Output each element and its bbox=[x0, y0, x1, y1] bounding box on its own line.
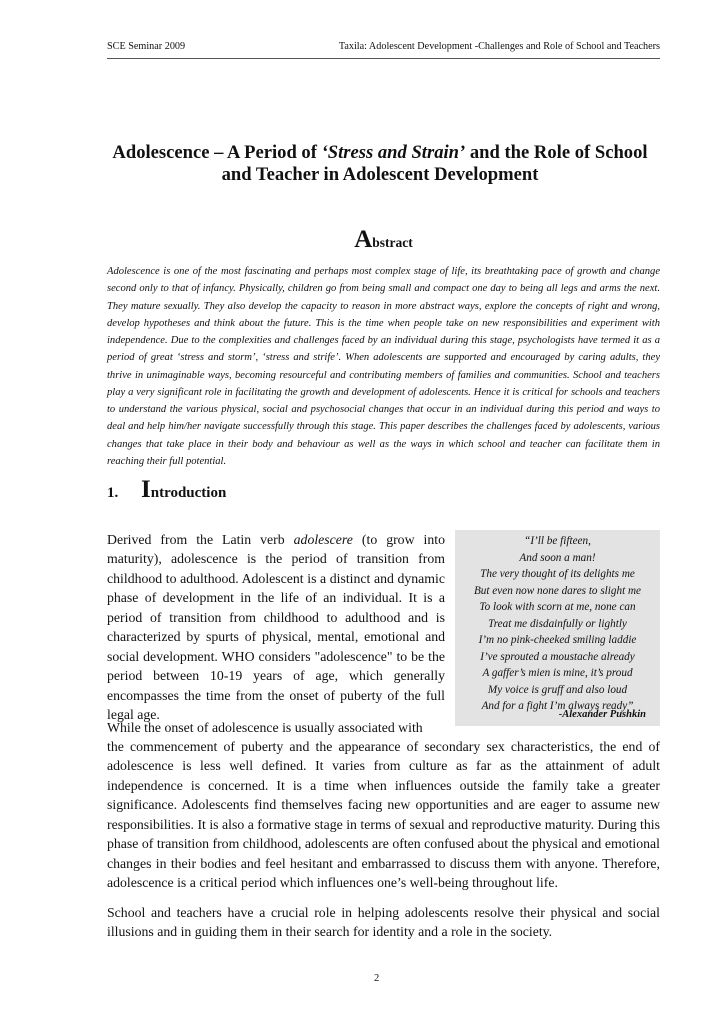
quote-author: -Alexander Pushkin bbox=[558, 709, 646, 720]
intro-p1-before: Derived from the Latin verb bbox=[107, 532, 294, 547]
quote-line: But even now none dares to slight me bbox=[473, 584, 642, 597]
intro-paragraph-2-first-line: While the onset of adolescence is usually associated with bbox=[107, 720, 423, 735]
quote-line: I’m no pink-cheeked smiling laddie bbox=[478, 634, 637, 646]
running-header bbox=[107, 39, 660, 55]
title-part1: Adolescence – A Period of bbox=[112, 142, 322, 163]
abstract-text: Adolescence is one of the most fascinating and perhaps most complex stage of life, its breathtaking pace of growth and change second only to that of infancy. Physically, children go from being small and compact one day to being all legs and arms the next. They mature sexually. They also develop the capacity to reason in more abstract ways, explore the concepts of right and wrong, develop hypotheses and think about the future. This is the time when people take on new responsibilities and experiment with independence. Due to the complexities and challenges faced by an individual during this stage, psychologists have termed it as a period of great ‘stress and storm’, ‘stress and strife’. When adolescents are supported and encouraged by caring adults, they thrive in unimaginable ways, becoming resourceful and contributing members of families and communities. School and teachers play a very significant role in facilitating the growth and development of adolescents. Hence it is critical for schools and teachers to understand the various physical, social and psychosocial changes that occur in an individual during this period and ways to deal and help him/her navigate successfully through this stage. This paper describes the challenges faced by adolescents, various changes that take place in their body and behaviour as well as the ways in which school and teacher can facilitate them in reaching their full potential. bbox=[107, 266, 660, 467]
intro-paragraph-3: School and teachers have a crucial role in helping adolescents resolve their physical and social illusions and in guiding them in their search for identity and a role in the society. bbox=[107, 905, 660, 940]
quote-box bbox=[455, 530, 660, 726]
header-right: Taxila: Adolescent Development -Challenges and Role of School and Teachers bbox=[338, 41, 660, 52]
abstract-heading bbox=[107, 226, 660, 257]
intro-paragraph-2: the commencement of puberty and the appearance of secondary sex characteristics, the end of adolescence is less well defined. It varies from culture as far as the attainment of adult independence is concerned. It is a time when influences outside the family take a greater significance. Adolescents find themselves facing new opportunities and are eager to assume new responsibilities. It is also a formative stage in terms of sexual and reproductive maturity. During this phase of transition from childhood, adolescents are often confused about the physical and emotional changes in their bodies and feel hesitant and embarrassed to discuss them with anyone. Therefore, adolescence is a critical period which influences one’s well-being throughout life. bbox=[107, 739, 660, 891]
quote-lines bbox=[455, 530, 660, 715]
section-heading-initial: I bbox=[141, 476, 151, 503]
header-left: SCE Seminar 2009 bbox=[107, 41, 186, 52]
quote-line: To look with scorn at me, none can bbox=[479, 601, 636, 613]
section-number: 1. bbox=[107, 485, 119, 501]
abstract-heading-rest: bstract bbox=[372, 235, 413, 250]
quote-line: “I’ll be fifteen, bbox=[524, 535, 591, 547]
intro-p1-after: (to grow into maturity), adolescence is the period of transition from childhood to adulthood. Adolescent is a distinct and dynamic phase of development in the life of an individual. It is a period of transition from childhood to adulthood and is characterized by spurts of physical, mental, emotional and social development. WHO considers "adolescence" to be the period between 10-19 years of age, which generally encompasses the time from the onset of puberty of the full legal age. bbox=[107, 532, 445, 723]
quote-line: The very thought of its delights me bbox=[480, 568, 635, 580]
title-line2: and Teacher in Adolescent Development bbox=[221, 164, 539, 185]
section-heading-rest: ntroduction bbox=[150, 485, 227, 501]
quote-line: Treat me disdainfully or lightly bbox=[488, 617, 627, 630]
quote-line: A gaffer’s mien is mine, it’s proud bbox=[482, 667, 633, 679]
abstract-heading-initial: A bbox=[354, 226, 373, 253]
paper-title bbox=[107, 142, 653, 186]
title-italic: ‘Stress and Strain’ bbox=[321, 142, 466, 163]
intro-paragraph-1 bbox=[107, 530, 445, 725]
title-part2: and the Role of School bbox=[465, 142, 648, 163]
header-rule bbox=[107, 58, 660, 59]
quote-line: And for a fight I’m always ready” bbox=[481, 700, 634, 712]
intro-p1-italic: adolescere bbox=[293, 532, 353, 547]
quote-line: My voice is gruff and also loud bbox=[487, 683, 628, 696]
page-number: 2 bbox=[374, 973, 380, 984]
section-heading-introduction bbox=[107, 474, 507, 509]
quote-line: I’ve sprouted a moustache already bbox=[480, 650, 635, 663]
quote-line: And soon a man! bbox=[519, 551, 596, 564]
